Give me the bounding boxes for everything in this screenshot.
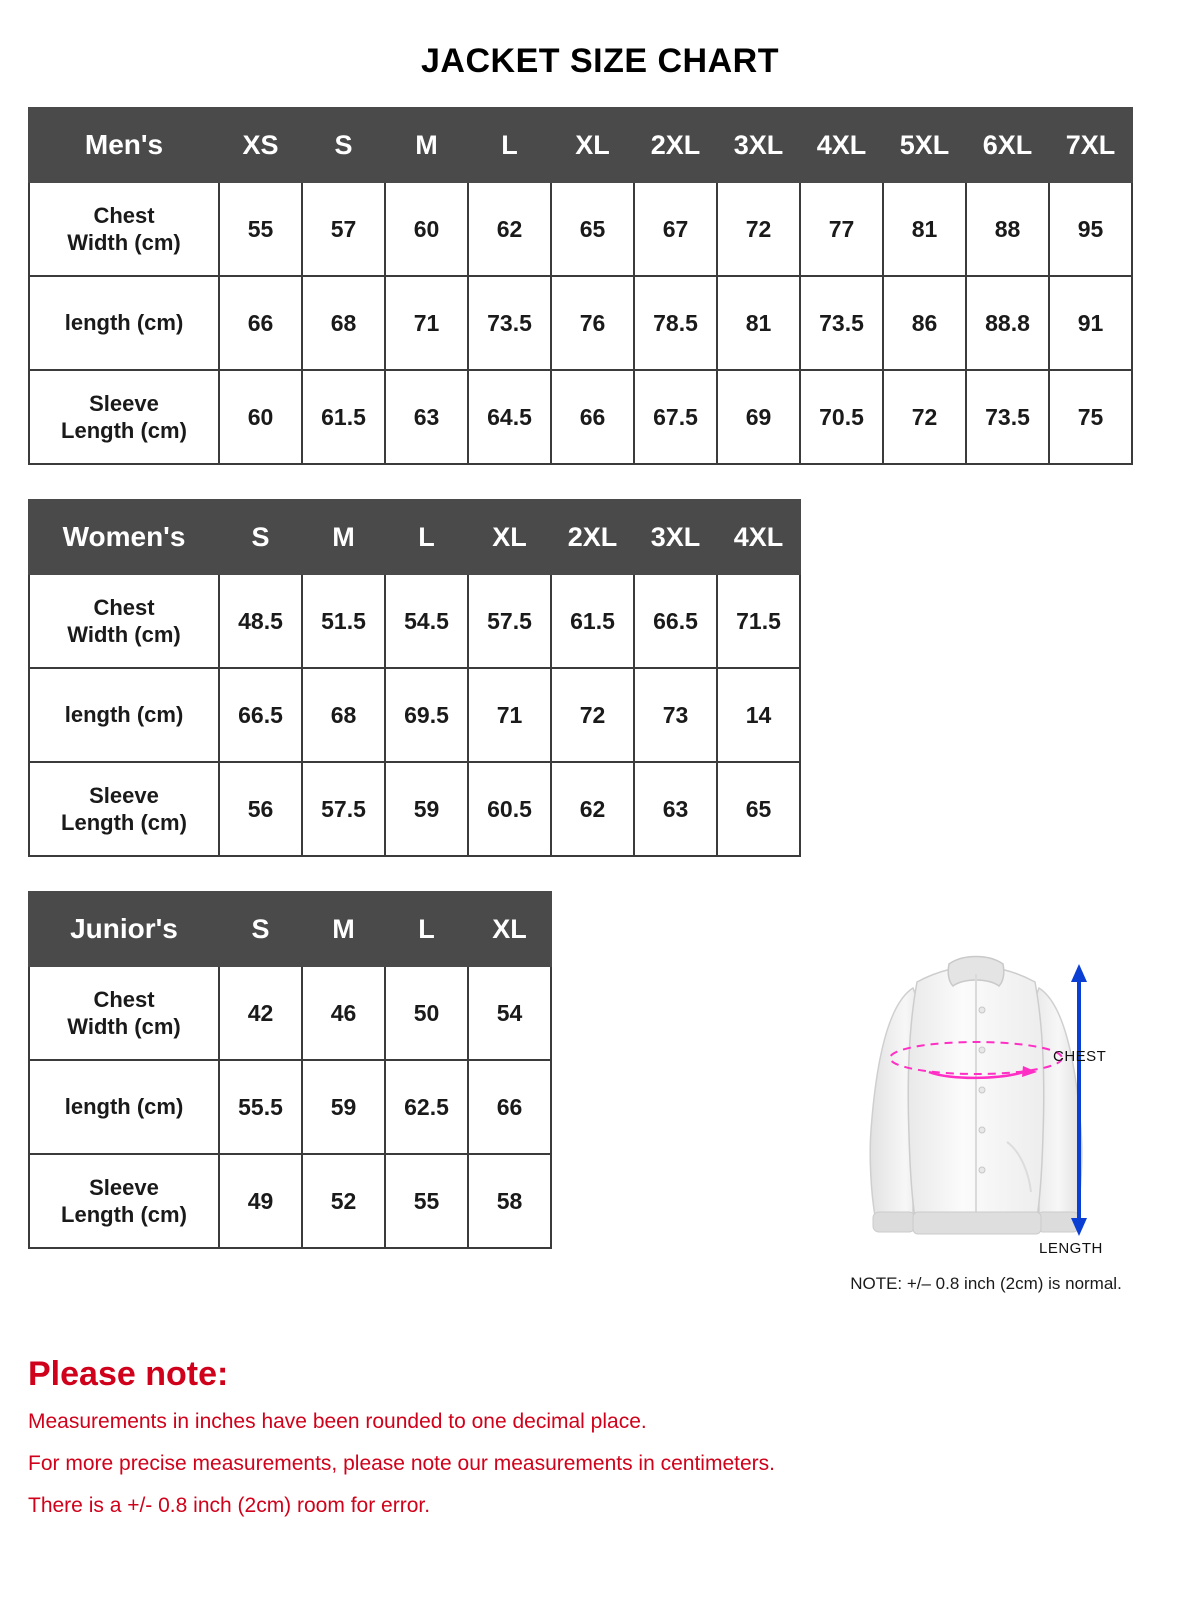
size-header-3xl: 3XL xyxy=(634,500,717,574)
cell: 69 xyxy=(717,370,800,464)
size-header-l: L xyxy=(385,500,468,574)
cell: 60 xyxy=(219,370,302,464)
cell: 50 xyxy=(385,966,468,1060)
cell: 66.5 xyxy=(634,574,717,668)
cell: 88 xyxy=(966,182,1049,276)
size-header-m: M xyxy=(302,500,385,574)
row-label-line1: Sleeve xyxy=(89,390,159,416)
table-row xyxy=(29,966,551,1060)
please-note-heading: Please note: xyxy=(28,1355,229,1393)
cell: 66 xyxy=(551,370,634,464)
cell: 81 xyxy=(883,182,966,276)
cell: 73.5 xyxy=(468,276,551,370)
size-header-l: L xyxy=(468,108,551,182)
row-label-line1: Chest xyxy=(93,594,155,620)
size-header-3xl: 3XL xyxy=(717,108,800,182)
row-label-length xyxy=(29,276,219,370)
mens-size-table xyxy=(28,107,1133,465)
cell: 88.8 xyxy=(966,276,1049,370)
cell: 61.5 xyxy=(302,370,385,464)
cell: 77 xyxy=(800,182,883,276)
cell: 68 xyxy=(302,668,385,762)
cell: 66.5 xyxy=(219,668,302,762)
table-row xyxy=(29,182,1132,276)
row-label-length xyxy=(29,1060,219,1154)
jacket-illustration-canvas xyxy=(821,930,1151,1260)
row-label-length xyxy=(29,668,219,762)
cell: 67 xyxy=(634,182,717,276)
row-label-line2: Length (cm) xyxy=(61,418,187,443)
cell: 58 xyxy=(468,1154,551,1248)
cell: 55 xyxy=(385,1154,468,1248)
size-header-s: S xyxy=(219,892,302,966)
size-header-s: S xyxy=(219,500,302,574)
size-header-6xl: 6XL xyxy=(966,108,1049,182)
cell: 78.5 xyxy=(634,276,717,370)
cell: 51.5 xyxy=(302,574,385,668)
measurement-note: NOTE: +/– 0.8 inch (2cm) is normal. xyxy=(850,1274,1122,1293)
juniors-header-label: Junior's xyxy=(29,892,219,966)
row-label-line1: Sleeve xyxy=(89,782,159,808)
cell: 95 xyxy=(1049,182,1132,276)
row-label-line1: Sleeve xyxy=(89,1174,159,1200)
table-header-row xyxy=(29,500,800,574)
row-label-line2: Length (cm) xyxy=(61,810,187,835)
row-label-chest-width xyxy=(29,182,219,276)
cell: 86 xyxy=(883,276,966,370)
length-label: LENGTH xyxy=(1039,1240,1103,1257)
size-header-xl: XL xyxy=(468,500,551,574)
size-header-2xl: 2XL xyxy=(551,500,634,574)
cell: 59 xyxy=(385,762,468,856)
table-row xyxy=(29,276,1132,370)
row-label-sleeve-length xyxy=(29,762,219,856)
cell: 42 xyxy=(219,966,302,1060)
table-row xyxy=(29,1154,551,1248)
cell: 91 xyxy=(1049,276,1132,370)
row-label-line2: Width (cm) xyxy=(67,1014,181,1039)
cell: 52 xyxy=(302,1154,385,1248)
row-label-sleeve-length xyxy=(29,1154,219,1248)
size-header-xl: XL xyxy=(551,108,634,182)
cell: 54 xyxy=(468,966,551,1060)
size-header-xl: XL xyxy=(468,892,551,966)
table-row xyxy=(29,1060,551,1154)
cell: 72 xyxy=(883,370,966,464)
cell: 72 xyxy=(717,182,800,276)
cell: 67.5 xyxy=(634,370,717,464)
size-header-m: M xyxy=(385,108,468,182)
size-header-7xl: 7XL xyxy=(1049,108,1132,182)
cell: 69.5 xyxy=(385,668,468,762)
table-row xyxy=(29,668,800,762)
cell: 55.5 xyxy=(219,1060,302,1154)
row-label-line2: Length (cm) xyxy=(61,1202,187,1227)
size-header-l: L xyxy=(385,892,468,966)
row-label-line1: length (cm) xyxy=(64,1094,184,1120)
size-header-2xl: 2XL xyxy=(634,108,717,182)
table-row xyxy=(29,574,800,668)
cell: 65 xyxy=(717,762,800,856)
cell: 57 xyxy=(302,182,385,276)
cell: 62.5 xyxy=(385,1060,468,1154)
cell: 72 xyxy=(551,668,634,762)
cell: 57.5 xyxy=(302,762,385,856)
cell: 71 xyxy=(385,276,468,370)
cell: 54.5 xyxy=(385,574,468,668)
size-header-xs: XS xyxy=(219,108,302,182)
cell: 71 xyxy=(468,668,551,762)
cell: 62 xyxy=(468,182,551,276)
cell: 66 xyxy=(468,1060,551,1154)
row-label-sleeve-length xyxy=(29,370,219,464)
size-header-m: M xyxy=(302,892,385,966)
cell: 66 xyxy=(219,276,302,370)
cell: 14 xyxy=(717,668,800,762)
mens-header-label: Men's xyxy=(29,108,219,182)
jacket-measurement-illustration xyxy=(800,930,1172,1294)
cell: 65 xyxy=(551,182,634,276)
row-label-chest-width xyxy=(29,966,219,1060)
womens-header-label: Women's xyxy=(29,500,219,574)
size-header-5xl: 5XL xyxy=(883,108,966,182)
cell: 62 xyxy=(551,762,634,856)
cell: 48.5 xyxy=(219,574,302,668)
cell: 73 xyxy=(634,668,717,762)
page-title: JACKET SIZE CHART xyxy=(421,42,779,80)
row-label-line1: length (cm) xyxy=(64,310,184,336)
cell: 59 xyxy=(302,1060,385,1154)
cell: 60.5 xyxy=(468,762,551,856)
cell: 63 xyxy=(385,370,468,464)
please-note-line: For more precise measurements, please note our measurements in centimeters. xyxy=(28,1452,775,1475)
juniors-size-table xyxy=(28,891,552,1249)
cell: 60 xyxy=(385,182,468,276)
cell: 49 xyxy=(219,1154,302,1248)
cell: 56 xyxy=(219,762,302,856)
size-header-4xl: 4XL xyxy=(717,500,800,574)
row-label-line1: Chest xyxy=(93,986,155,1012)
please-note-block xyxy=(28,1355,1028,1536)
row-label-chest-width xyxy=(29,574,219,668)
cell: 70.5 xyxy=(800,370,883,464)
cell: 46 xyxy=(302,966,385,1060)
chest-label: CHEST xyxy=(1053,1048,1107,1065)
row-label-line2: Width (cm) xyxy=(67,622,181,647)
please-note-line: There is a +/- 0.8 inch (2cm) room for error. xyxy=(28,1494,431,1517)
size-header-4xl: 4XL xyxy=(800,108,883,182)
cell: 63 xyxy=(634,762,717,856)
cell: 64.5 xyxy=(468,370,551,464)
size-header-s: S xyxy=(302,108,385,182)
row-label-line1: length (cm) xyxy=(64,702,184,728)
table-row xyxy=(29,762,800,856)
cell: 71.5 xyxy=(717,574,800,668)
please-note-line: Measurements in inches have been rounded to one decimal place. xyxy=(28,1410,647,1433)
row-label-line1: Chest xyxy=(93,202,155,228)
table-header-row xyxy=(29,108,1132,182)
table-header-row xyxy=(29,892,551,966)
jacket-icon xyxy=(821,930,1151,1260)
cell: 57.5 xyxy=(468,574,551,668)
cell: 81 xyxy=(717,276,800,370)
cell: 55 xyxy=(219,182,302,276)
cell: 68 xyxy=(302,276,385,370)
cell: 73.5 xyxy=(966,370,1049,464)
cell: 76 xyxy=(551,276,634,370)
cell: 73.5 xyxy=(800,276,883,370)
table-row xyxy=(29,370,1132,464)
row-label-line2: Width (cm) xyxy=(67,230,181,255)
womens-size-table xyxy=(28,499,801,857)
cell: 61.5 xyxy=(551,574,634,668)
cell: 75 xyxy=(1049,370,1132,464)
